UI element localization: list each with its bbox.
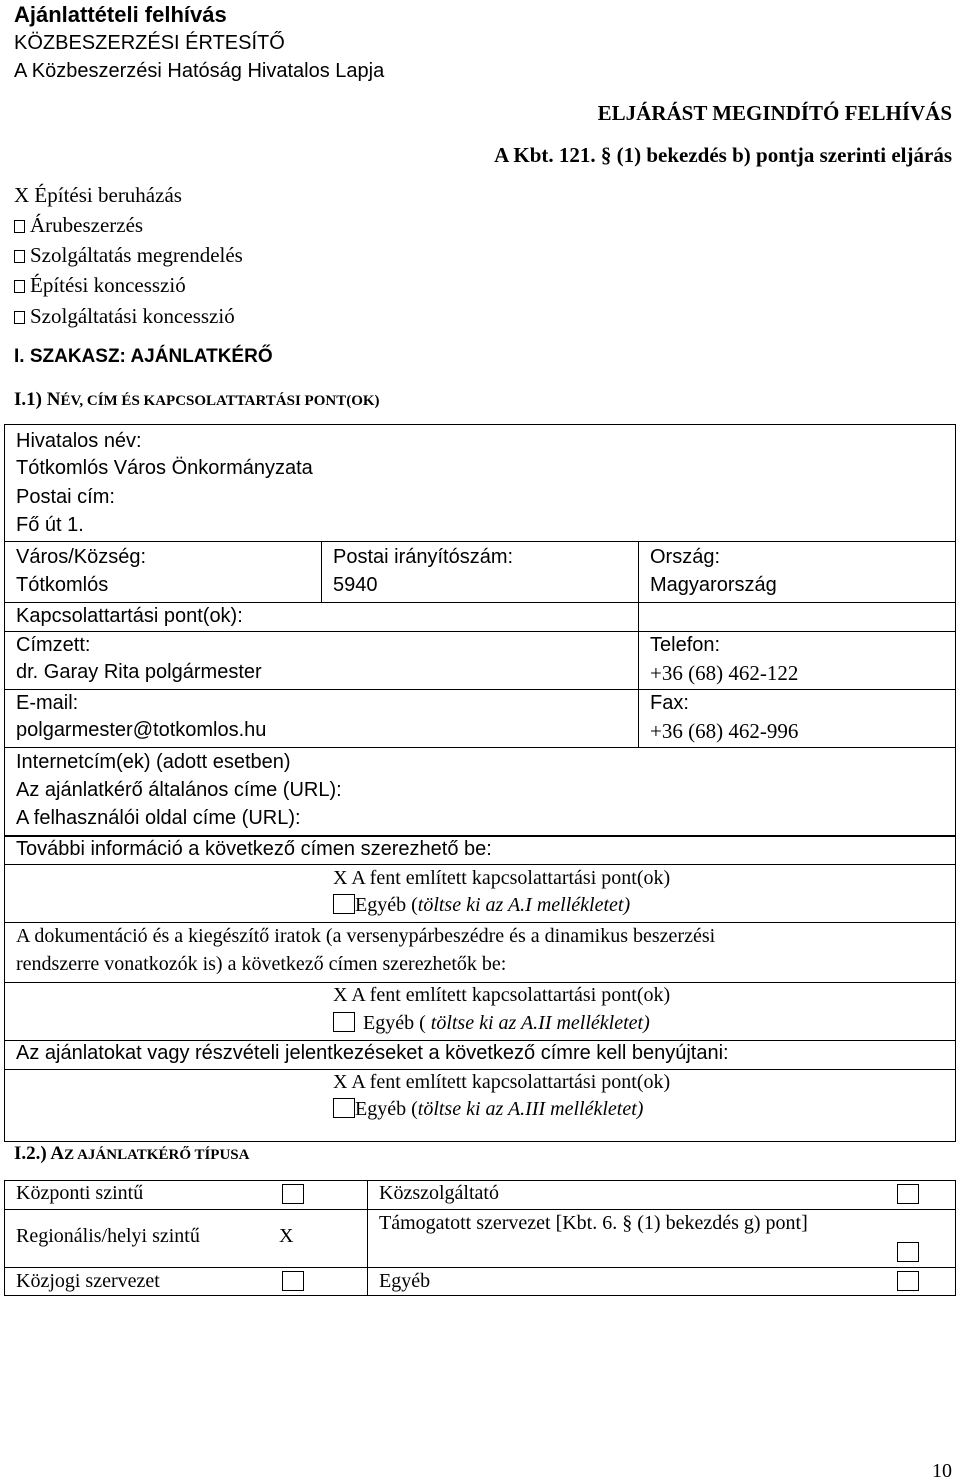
divider <box>4 602 956 603</box>
type-other: Egyéb <box>379 1270 431 1292</box>
checkbox-icon[interactable] <box>897 1271 919 1291</box>
docs-label-line2: rendszerre vonatkozók is) a következő címen szerezhetők be: <box>16 953 507 975</box>
divider <box>4 1209 956 1210</box>
document-title: Ajánlattételi felhívás <box>14 2 227 27</box>
contract-type-label: Építési koncesszió <box>30 273 186 297</box>
contact-table <box>4 424 956 836</box>
contract-type-label: Árubeszerzés <box>30 213 144 237</box>
checkbox-icon[interactable] <box>333 1098 355 1118</box>
type-central: Központi szintű <box>16 1182 144 1204</box>
divider <box>4 864 956 865</box>
checkbox-icon <box>14 280 25 293</box>
checkbox-icon <box>14 311 25 324</box>
checkbox-icon[interactable] <box>897 1184 919 1204</box>
attention: dr. Garay Rita polgármester <box>16 661 262 683</box>
zip-label: Postai irányítószám: <box>333 546 514 568</box>
section-heading: I. SZAKASZ: AJÁNLATKÉRŐ <box>14 346 273 367</box>
submit-option-contact: X A fent említett kapcsolattartási pont(ok) <box>333 1071 671 1093</box>
country: Magyarország <box>650 574 777 596</box>
divider <box>4 541 956 542</box>
type-regional: Regionális/helyi szintű <box>16 1225 200 1247</box>
official-name-label: Hivatalos név: <box>16 430 142 452</box>
docs-label-line1: A dokumentáció és a kiegészítő iratok (a versenypárbeszédre és a dinamikus beszerzési <box>16 925 716 947</box>
contract-type-item <box>14 273 186 298</box>
submit-option-other: Egyéb (töltse ki az A.III mellékletet) <box>333 1098 643 1121</box>
general-url-label: Az ajánlatkérő általános címe (URL): <box>16 779 342 801</box>
divider <box>4 1069 956 1070</box>
zip: 5940 <box>333 574 378 596</box>
type-regional-mark: X <box>279 1225 294 1247</box>
subsection-heading: I.1) NÉV, CÍM ÉS KAPCSOLATTARTÁSI PONT(OK) <box>14 389 380 410</box>
divider <box>321 541 322 602</box>
divider <box>4 689 956 690</box>
contract-type-item <box>14 304 235 329</box>
procedure-type: A Kbt. 121. § (1) bekezdés b) pontja szerinti eljárás <box>494 143 952 167</box>
further-info-option-contact: X A fent említett kapcsolattartási pont(ok) <box>333 867 671 889</box>
checkbox-icon[interactable] <box>282 1271 304 1291</box>
divider <box>4 631 956 632</box>
email-link[interactable]: polgarmester@totkomlos.hu <box>16 719 267 741</box>
divider <box>4 982 956 983</box>
contract-type-item <box>14 183 182 208</box>
divider <box>4 1267 956 1268</box>
docs-option-contact: X A fent említett kapcsolattartási pont(ok) <box>333 984 671 1006</box>
contract-type-label: Építési beruházás <box>34 183 182 207</box>
divider <box>4 747 956 748</box>
phone: +36 (68) 462-122 <box>650 661 799 685</box>
submit-label: Az ajánlatokat vagy részvételi jelentkezéseket a következő címre kell benyújtani: <box>16 1042 729 1064</box>
postal-address: Fő út 1. <box>16 514 84 536</box>
contract-type-label: Szolgáltatás megrendelés <box>30 243 243 267</box>
checkbox-icon[interactable] <box>333 894 355 914</box>
checkbox-icon[interactable] <box>897 1242 919 1262</box>
attention-label: Címzett: <box>16 634 91 656</box>
divider <box>4 922 956 923</box>
city: Tótkomlós <box>16 574 109 596</box>
postal-address-label: Postai cím: <box>16 486 115 508</box>
type-utility: Közszolgáltató <box>379 1182 499 1204</box>
further-info-label: További információ a következő címen szerezhető be: <box>16 838 492 860</box>
contract-type-mark: X <box>14 183 30 207</box>
divider <box>4 1040 956 1041</box>
contract-type-item <box>14 243 243 268</box>
fax: +36 (68) 462-996 <box>650 719 799 743</box>
contract-type-label: Szolgáltatási koncesszió <box>30 304 235 328</box>
email-label: E-mail: <box>16 692 79 714</box>
checkbox-icon <box>14 250 25 263</box>
notice-type: ELJÁRÁST MEGINDÍTÓ FELHÍVÁS <box>597 101 952 125</box>
docs-option-other: Egyéb ( töltse ki az A.II mellékletet) <box>333 1012 650 1035</box>
type-public-law: Közjogi szervezet <box>16 1270 160 1292</box>
phone-label: Telefon: <box>650 634 721 656</box>
contract-type-item <box>14 213 143 238</box>
divider <box>367 1180 368 1296</box>
gazette-name: KÖZBESZERZÉSI ÉRTESÍTŐ <box>14 32 285 54</box>
gazette-subtitle: A Közbeszerzési Hatóság Hivatalos Lapja <box>14 60 385 82</box>
checkbox-icon[interactable] <box>282 1184 304 1204</box>
divider <box>638 541 639 747</box>
subsection-heading: I.2.) AZ AJÁNLATKÉRŐ TÍPUSA <box>14 1143 250 1164</box>
checkbox-icon[interactable] <box>333 1012 355 1032</box>
contact-points-label: Kapcsolattartási pont(ok): <box>16 605 243 627</box>
type-supported: Támogatott szervezet [Kbt. 6. § (1) bekezdés g) pont] <box>379 1212 808 1234</box>
internet-label: Internetcím(ek) (adott esetben) <box>16 751 291 773</box>
further-info-option-other: Egyéb (töltse ki az A.I mellékletet) <box>333 894 630 917</box>
profile-url-label: A felhasználói oldal címe (URL): <box>16 807 301 829</box>
city-label: Város/Község: <box>16 546 147 568</box>
checkbox-icon <box>14 220 25 233</box>
fax-label: Fax: <box>650 692 689 714</box>
official-name: Tótkomlós Város Önkormányzata <box>16 457 313 479</box>
country-label: Ország: <box>650 546 721 568</box>
page-number: 10 <box>932 1460 952 1482</box>
